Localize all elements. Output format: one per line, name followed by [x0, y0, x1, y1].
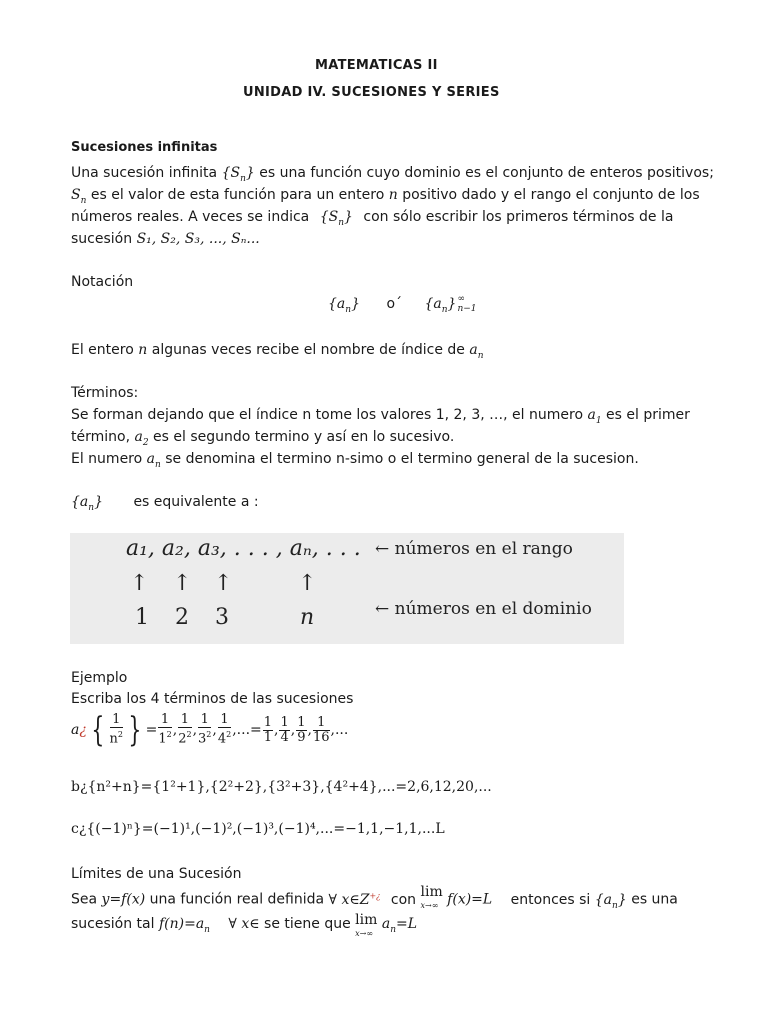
- figure-domain-label: ← números en el dominio: [375, 599, 592, 619]
- example-label: Ejemplo: [71, 670, 128, 686]
- figure-arrow-n: ↑: [298, 571, 317, 596]
- figure-range-label: ← números en el rango: [375, 539, 573, 559]
- limits-line-2: sucesión tal $f(n)=a_n$ ∀ x∈ se tiene que lim x→∞ $a_n=L$: [71, 912, 418, 938]
- figure-num-1: 1: [135, 605, 149, 630]
- figure-sequence-row: a₁, a₂, a₃, . . . , aₙ, . . .: [126, 536, 361, 561]
- index-line: El entero n algunas veces recibe el nombre de índice de $a_n$: [71, 342, 484, 361]
- figure-num-3: 3: [215, 605, 229, 630]
- example-instruction: Escriba los 4 términos de las sucesiones: [71, 691, 354, 707]
- terms-line-2: término, $a_2$ es el segundo termino y así en lo sucesivo.: [71, 429, 455, 448]
- terms-line-1: Se forman dejando que el índice n tome los valores 1, 2, 3, …, el numero $a_1$ es el primer: [71, 407, 690, 426]
- figure-arrow-1: ↑: [130, 571, 149, 596]
- section-heading: Sucesiones infinitas: [71, 140, 218, 155]
- limits-label: Límites de una Sucesión: [71, 866, 242, 882]
- paragraph-line-4: sucesión S₁, S₂, S₃, ..., Sₙ...: [71, 231, 260, 247]
- example-c-equation: c¿{(−1)ⁿ}=(−1)¹,(−1)²,(−1)³,(−1)⁴,...=−1,1,−1,1,...L: [71, 821, 445, 837]
- example-b-equation: b¿{n²+n}={1²+1},{2²+2},{3²+3},{4²+4},...=2,6,12,20,...: [71, 779, 492, 795]
- notation-label: Notación: [71, 274, 134, 290]
- terms-label: Términos:: [71, 385, 139, 401]
- sequence-figure: [70, 533, 624, 644]
- figure-arrow-2: ↑: [173, 571, 192, 596]
- paragraph-line-3: números reales. A veces se indica $\{S_n\}$ con sólo escribir los primeros términos de la: [71, 209, 674, 228]
- paragraph-line-2: $S_n$ es el valor de esta función para un entero n positivo dado y el rango el conjunto de los: [71, 187, 700, 206]
- document-title: MATEMATICAS II: [315, 58, 438, 73]
- equivalent-line: $\{a_n\}$ es equivalente a :: [71, 494, 259, 513]
- paragraph-line-1: Una sucesión infinita $\{S_n\}$ es una función cuyo dominio es el conjunto de enteros positivos;: [71, 165, 714, 184]
- notation-expression: $\{a_n\}$ o´ $\{a_n\}\infty$ n−1: [328, 294, 477, 315]
- sequence-symbol: $\{S_n\}$: [221, 165, 255, 184]
- limits-line-1: Sea y=f(x) una función real definida ∀ x∈Z+¿ con lim x→∞ f(x)=L entonces si $\{a_n\}$ es una: [71, 884, 678, 911]
- terms-line-3: El numero $a_n$ se denomina el termino n-simo o el termino general de la sucesion.: [71, 451, 639, 470]
- example-a-equation: a¿ { $\frac{1}{n^2}$ } = $\frac{1}{1^2}$ , $\frac{1}{2^2}$ , $\frac{1}{3^2}$ , $\frac{1}{4^2}$ ,...= $\frac{1}{1}$ , $\frac{1}{4}$ , $\frac{1}{9}$ , $\frac{1}{16}$ ,...: [71, 710, 349, 750]
- figure-num-n: n: [300, 605, 315, 630]
- figure-arrow-3: ↑: [214, 571, 233, 596]
- document-subtitle: UNIDAD IV. SUCESIONES Y SERIES: [243, 85, 500, 100]
- figure-num-2: 2: [175, 605, 189, 630]
